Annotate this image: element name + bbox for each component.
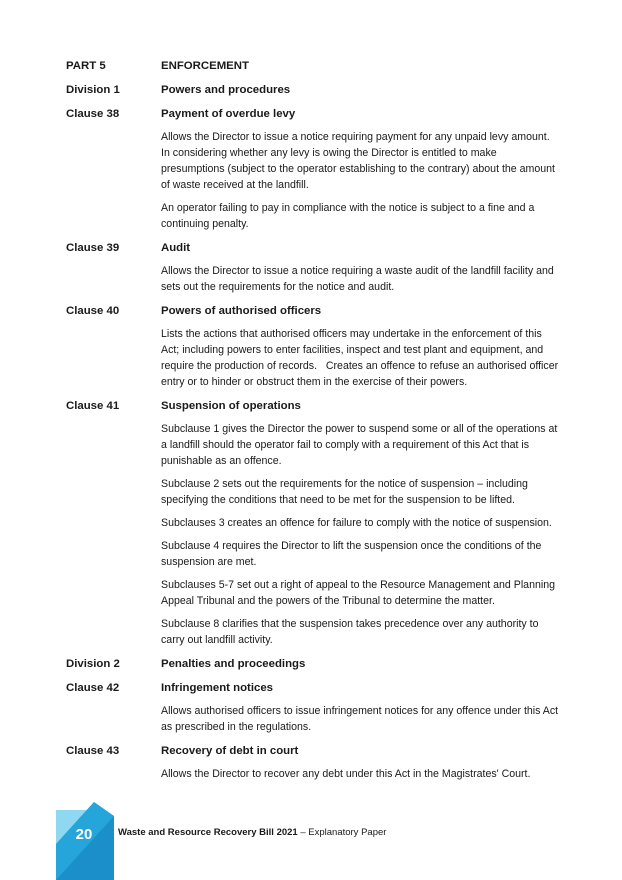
clause-41-paragraph-3: Subclauses 3 creates an offence for failure to comply with the notice of suspension. <box>161 517 552 529</box>
clause-41-paragraph-1: Subclause 1 gives the Director the power to suspend some or all of the operations at a landfill should the operator fail to comply with a requirement of this Act that is punishable as an offence. <box>161 423 558 467</box>
clause-38-paragraph-2: An operator failing to pay in compliance with the notice is subject to a fine and a continuing penalty. <box>161 202 535 230</box>
division-1-title: Powers and procedures <box>161 84 291 96</box>
clause-41-title: Suspension of operations <box>161 400 301 412</box>
clause-39-label: Clause 39 <box>66 242 120 254</box>
footer-doc-suffix: – Explanatory Paper <box>297 827 387 838</box>
clause-41-paragraph-6: Subclause 8 clarifies that the suspension takes precedence over any authority to carry out landfill activity. <box>161 618 539 646</box>
part-label: PART 5 <box>66 60 106 72</box>
clause-41-paragraph-4: Subclause 4 requires the Director to lift the suspension once the conditions of the suspension are met. <box>161 540 542 568</box>
clause-39-heading <box>66 240 560 256</box>
division-2-title: Penalties and proceedings <box>161 658 306 670</box>
document-body <box>66 58 560 782</box>
clause-40-title: Powers of authorised officers <box>161 305 322 317</box>
page-number: 20 <box>75 826 93 843</box>
clause-43-heading <box>66 743 560 759</box>
clause-38-heading <box>66 106 560 122</box>
clause-41-label: Clause 41 <box>66 400 120 412</box>
clause-41-paragraph-5: Subclauses 5-7 set out a right of appeal to the Resource Management and Planning Appeal Tribunal and the powers of the Tribunal to determine the matter. <box>161 579 555 607</box>
clause-42-paragraph-1: Allows authorised officers to issue infringement notices for any offence under this Act as prescribed in the regulations. <box>161 705 559 733</box>
part-title: ENFORCEMENT <box>161 60 249 72</box>
clause-41-heading <box>66 398 560 414</box>
division-1-heading <box>66 82 560 98</box>
clause-38-paragraph-1: Allows the Director to issue a notice requiring payment for any unpaid levy amount. In considering whether any levy is owing the Director is entitled to make presumptions (subject to the operator establishing to the contrary) about the amount of waste received at the landfill. <box>161 131 555 191</box>
part-heading <box>66 58 560 74</box>
clause-42-title: Infringement notices <box>161 682 274 694</box>
footer-text <box>118 827 386 838</box>
clause-38-label: Clause 38 <box>66 108 120 120</box>
clause-40-label: Clause 40 <box>66 305 120 317</box>
division-2-label: Division 2 <box>66 658 120 670</box>
clause-38-title: Payment of overdue levy <box>161 108 296 120</box>
clause-43-title: Recovery of debt in court <box>161 745 299 757</box>
clause-41-paragraph-2: Subclause 2 sets out the requirements for the notice of suspension – including specifying the conditions that need to be met for the suspension to be lifted. <box>161 478 528 506</box>
clause-39-paragraph-1: Allows the Director to issue a notice requiring a waste audit of the landfill facility and sets out the requirements for the notice and audit. <box>161 265 554 293</box>
clause-40-heading <box>66 303 560 319</box>
clause-42-label: Clause 42 <box>66 682 120 694</box>
clause-43-label: Clause 43 <box>66 745 120 757</box>
clause-43-paragraph-1: Allows the Director to recover any debt under this Act in the Magistrates' Court. <box>161 768 531 780</box>
footer-bill-title: Waste and Resource Recovery Bill 2021 <box>118 827 298 838</box>
clause-39-title: Audit <box>161 242 191 254</box>
division-1-label: Division 1 <box>66 84 120 96</box>
clause-40-paragraph-1: Lists the actions that authorised officers may undertake in the enforcement of this Act; including powers to enter facilities, inspect and test plant and equipment, and require the production of records. Creates an offence to refuse an authorised officer entry or to hinder or obstruct them in the exercise of their powers. <box>161 328 562 388</box>
clause-42-heading <box>66 680 560 696</box>
division-2-heading <box>66 656 560 672</box>
